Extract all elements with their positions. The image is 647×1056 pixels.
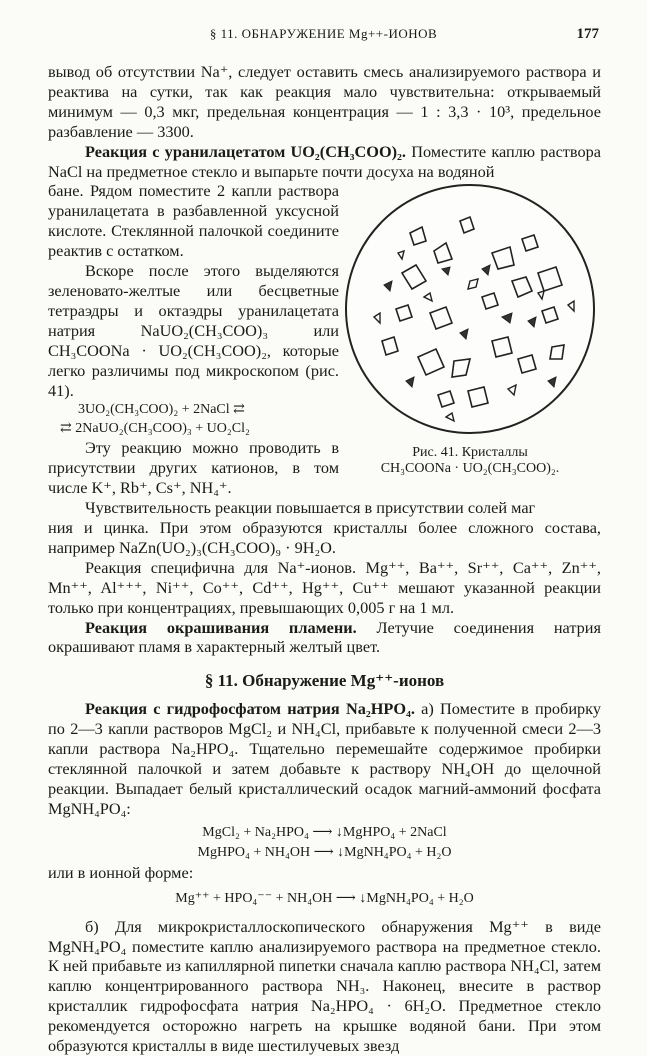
figure-41 [339, 181, 601, 477]
equation-uranyl-1: 3UO₂(CH₃COO)₂ + 2NaCl ⇄ [78, 402, 245, 418]
equation-ionic: Mg⁺⁺ + HPO₄⁻⁻ + NH₄OH ⟶ ↓MgNH₄PO₄ + H₂O [175, 890, 474, 906]
hydrophosphate-heading: Реакция с гидрофосфатом натрия Na₂HPO₄. [85, 699, 415, 719]
running-head [48, 26, 599, 46]
flame-text: Летучие соединения натрия окрашивают пламя в характерный желтый цвет. [48, 617, 602, 657]
uranyl-paragraph-4-rest: ния и цинка. При этом образуются кристаллы более сложного состава, например NaZn(UO₂)₃(CH₃COO)₉ · 9H₂O. [48, 518, 601, 557]
ionic-form-intro: или в ионной форме: [48, 862, 194, 882]
equation-uranyl-2: ⇄ 2NaUO₂(CH₃COO)₃ + UO₂Cl₂ [60, 421, 250, 437]
uranyl-heading: Реакция с уранилацетатом UO₂(CH₃COO)₂. [85, 141, 406, 161]
caption-line-1: Рис. 41. Кристаллы [412, 445, 528, 461]
figure-caption [339, 445, 601, 477]
flame-heading: Реакция окрашивания пламени. [85, 617, 357, 637]
uranyl-paragraph-4-start: Чувствительность реакции повышается в присутствии солей маг [85, 498, 536, 518]
page-number: 177 [576, 26, 599, 42]
hydrophosphate-paragraph [48, 699, 601, 818]
running-head-title: § 11. ОБНАРУЖЕНИЕ Mg++-ИОНОВ [209, 26, 438, 41]
uranyl-lead: Поместите каплю раствора NaCl на предметное стекло и выпарьте почти досуха на водяной [48, 141, 602, 181]
hydrophosphate-text: а) Поместите в пробирку по 2—3 капли растворов MgCl₂ и NH₄Cl, прибавьте к полученной смеси 2—3 капли раствора Na₂HPO₄. Тщательно перемешайте содержимое пробирки стеклянной палочкой и затем добавьте к раствору NH₄OH до щелочной реакции. Выпадает белый кристаллический осадок магний-аммоний фосфата MgNH₄PO₄: [48, 699, 601, 818]
body-text [48, 62, 601, 1056]
part-b-paragraph: б) Для микрокристаллоскопического обнаружения Mg⁺⁺ в виде MgNH₄PO₄ поместите каплю анализируемого раствора на предметное стекло. К ней прибавьте из капиллярной пипетки сначала каплю раствора NH₄Cl, затем каплю концентрированного раствора NH₃. Наконец, внесите в раствор кристаллик гидрофосфата натрия Na₂HPO₄ · 6H₂O. Предметное стекло рекомендуется осторожно нагреть на крышке водяной бани. При этом образуются кристаллы в виде шестилучевых звезд [48, 916, 601, 1056]
flame-paragraph [48, 618, 601, 658]
uranyl-paragraph-2: Вскоре после этого выделяются зеленовато-желтые или бесцветные тетраэдры и октаэдры уранилацетата натрия NaUO₂(CH₃COO)₃ или CH₃COONa · UO₂(CH₃COO)₂, которые легко различимы под микроскопом (рис. 41). [48, 261, 339, 400]
uranyl-paragraph-5: Реакция специфична для Na⁺-ионов. Mg⁺⁺, Ba⁺⁺, Sr⁺⁺, Ca⁺⁺, Zn⁺⁺, Mn⁺⁺, Al⁺⁺⁺, Ni⁺⁺, Co⁺⁺, Cd⁺⁺, Hg⁺⁺, Cu⁺⁺ мешают указанной реакции только при концентрациях, превышающих 0,005 г на 1 мл. [48, 557, 601, 617]
caption-line-2: CH₃COONa · UO₂(CH₃COO)₂. [380, 461, 560, 477]
section-title: § 11. Обнаружение Mg⁺⁺-ионов [204, 671, 445, 691]
uranyl-paragraph-3: Эту реакцию можно проводить в присутствии других катионов, в том числе K⁺, Rb⁺, Cs⁺, NH₄⁺. [48, 438, 339, 498]
intro-paragraph: вывод об отсутствии Na⁺, следует оставить смесь анализируемого раствора и реактива на сутки, так как реакция мало чувствительна: открываемый минимум — 0,3 мкг, предельная концентрация — 1 : 3,3 · 10³, предельное разбавление — 3300. [48, 62, 601, 141]
uranyl-paragraph [48, 142, 601, 182]
equation-a2: MgHPO₄ + NH₄OH ⟶ ↓MgNH₄PO₄ + H₂O [197, 844, 452, 860]
microscope-view-crystals [342, 181, 598, 437]
uranyl-wrap-text: бане. Рядом поместите 2 капли раствора уранилацетата в разбавленной уксусной кислоте. Стеклянной палочкой соедините реактив с остатком. [48, 181, 339, 261]
equation-a1: MgCl₂ + Na₂HPO₄ ⟶ ↓MgHPO₄ + 2NaCl [202, 824, 447, 840]
